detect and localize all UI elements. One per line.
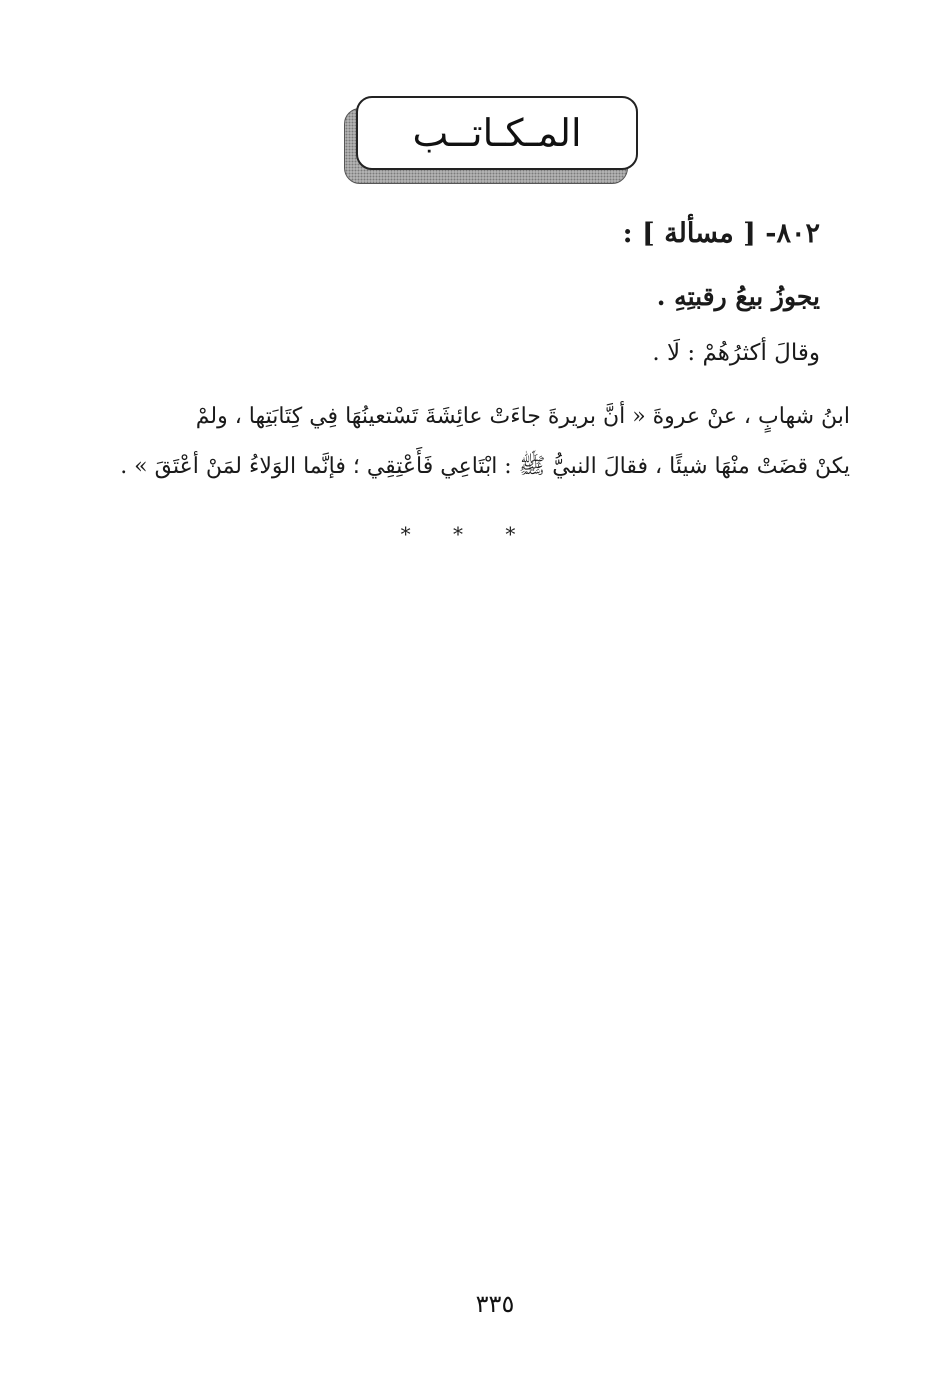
ruling-statement: يجوزُ بيعُ رقبتِهِ . — [656, 282, 820, 311]
chapter-title: المـكـاتــب — [412, 111, 582, 155]
evidence-line-2: يكنْ قضَتْ منْهَا شيئًا ، فقالَ النبيُّ ﷺ : ابْتَاعِي فَأَعْتِقِي ؛ فإنَّما الوَلاءُ لمَنْ أعْتَقَ » . — [120, 454, 850, 479]
section-separator: * * * — [400, 522, 534, 546]
issue-heading — [623, 218, 820, 249]
chapter-title-box — [356, 96, 638, 170]
page-number: ٣٣٥ — [475, 1290, 515, 1318]
evidence-line-1: ابنُ شهابٍ ، عنْ عروةَ « أنَّ بريرةَ جاءَتْ عائِشَةَ تَسْتعينُهَا فِي كِتَابَتِها ، ولمْ — [195, 404, 850, 429]
issue-label: [ مسألة ] : — [622, 218, 756, 249]
chapter-title-frame — [344, 96, 640, 184]
majority-opinion: وقالَ أكثرُهُمْ : لَا . — [652, 340, 820, 366]
issue-number: ٨٠٢- — [765, 218, 820, 249]
